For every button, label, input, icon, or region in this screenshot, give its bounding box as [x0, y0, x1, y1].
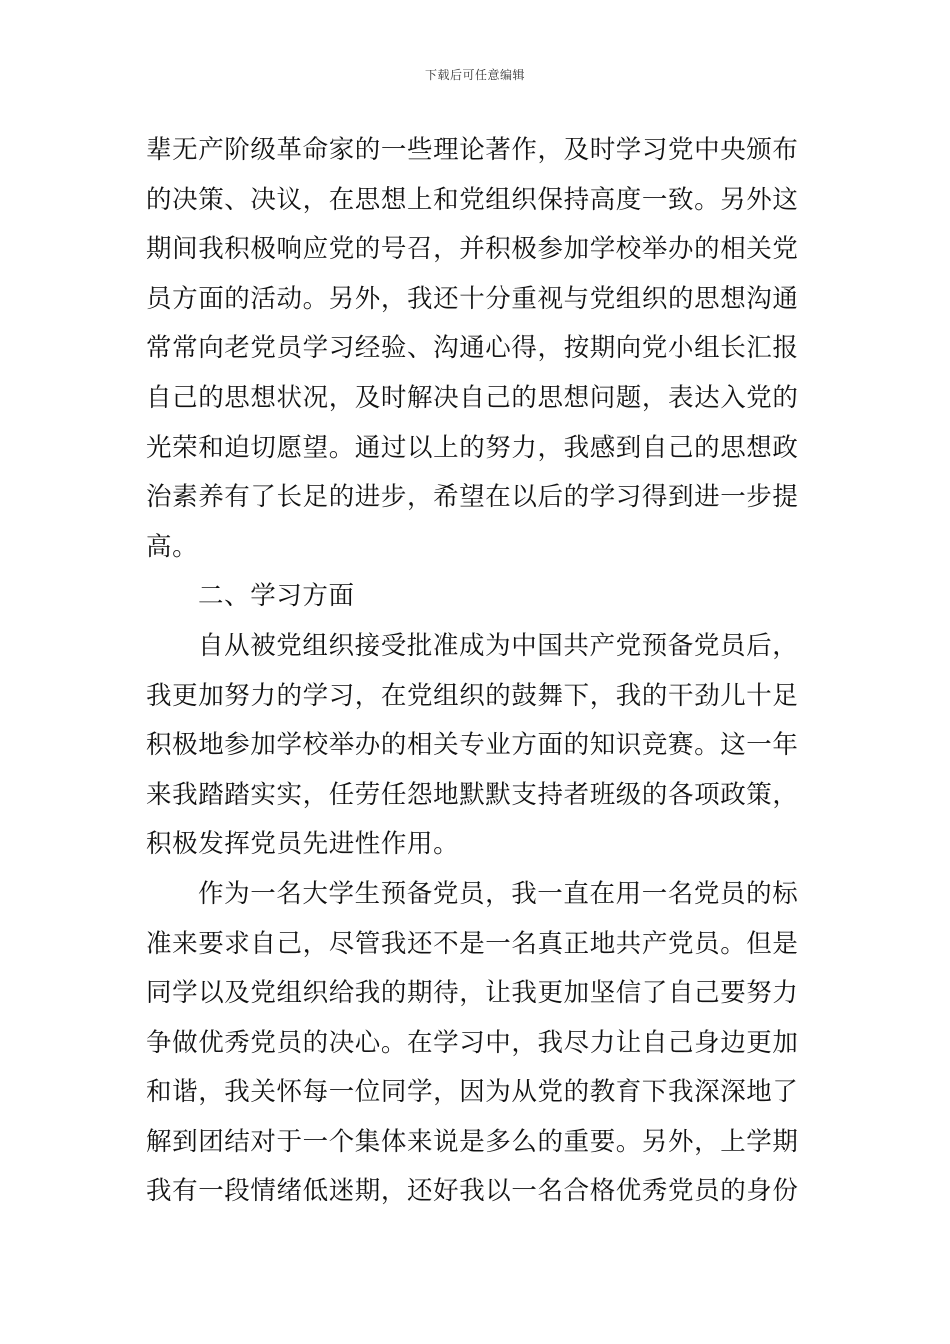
text-line: 自己的思想状况，及时解决自己的思想问题，表达入党的 [146, 382, 799, 413]
text-line: 解到团结对于一个集体来说是多么的重要。另外，上学期 [146, 1126, 799, 1157]
text-line: 员方面的活动。另外，我还十分重视与党组织的思想沟通 [146, 283, 799, 314]
text-line: 治素养有了长足的进步，希望在以后的学习得到进一步提 [146, 482, 799, 513]
text-line: 的决策、决议，在思想上和党组织保持高度一致。另外这 [146, 184, 799, 215]
text-line: 辈无产阶级革命家的一些理论著作，及时学习党中央颁布 [146, 135, 799, 165]
text-line: 积极地参加学校举办的相关专业方面的知识竞赛。这一年 [146, 730, 799, 761]
text-line: 作为一名大学生预备党员，我一直在用一名党员的标 [198, 878, 799, 909]
text-line: 来我踏踏实实，任劳任怨地默默支持者班级的各项政策， [146, 779, 799, 810]
text-line: 准来要求自己，尽管我还不是一名真正地共产党员。但是 [146, 928, 799, 959]
text-line: 我有一段情绪低迷期，还好我以一名合格优秀党员的身份 [146, 1176, 799, 1207]
text-line: 常常向老党员学习经验、沟通心得，按期向党小组长汇报 [146, 333, 799, 364]
text-line: 期间我积极响应党的号召，并积极参加学校举办的相关党 [146, 234, 799, 265]
text-line: 光荣和迫切愿望。通过以上的努力，我感到自己的思想政 [146, 432, 799, 463]
page-header: 下载后可任意编辑 [424, 68, 525, 82]
section-heading: 二、学习方面 [198, 581, 355, 612]
text-line: 积极发挥党员先进性作用。 [146, 829, 460, 860]
document-body [146, 126, 808, 1217]
text-line: 自从被党组织接受批准成为中国共产党预备党员后， [198, 630, 799, 661]
text-line: 和谐，我关怀每一位同学，因为从党的教育下我深深地了 [146, 1077, 799, 1108]
text-line: 我更加努力的学习，在党组织的鼓舞下，我的干劲儿十足 [146, 680, 799, 711]
text-line: 同学以及党组织给我的期待，让我更加坚信了自己要努力 [146, 978, 799, 1009]
text-line: 高。 [146, 531, 199, 562]
text-line: 争做优秀党员的决心。在学习中，我尽力让自己身边更加 [146, 1027, 799, 1058]
